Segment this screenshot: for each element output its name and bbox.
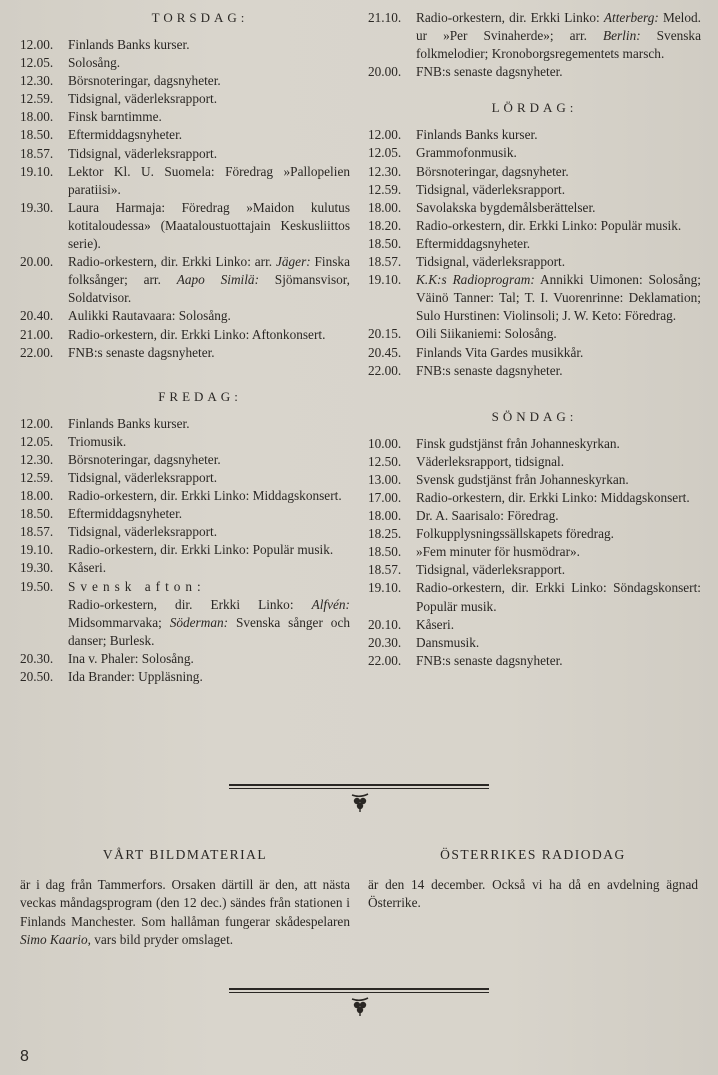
schedule-entry [20,668,350,686]
schedule-list [368,435,701,670]
entry-time: 12.05. [20,55,54,71]
schedule-entry [368,144,701,162]
entry-time: 18.50. [20,506,54,522]
schedule-entry [20,650,350,668]
entry-text: Tidsignal, väderleksrapport. [68,91,218,107]
schedule-entry [20,108,350,126]
entry-time: 22.00. [368,652,402,668]
schedule-entry [368,507,701,525]
entry-time: 19.30. [20,560,54,576]
entry-text: »Fem minuter för husmödrar». [416,544,580,560]
page-number: 8 [20,1048,29,1065]
entry-time: 12.59. [368,181,402,197]
entry-text: FNB:s senaste dagsnyheter. [416,652,563,668]
schedule-entry [20,163,350,199]
entry-text: Börsnoteringar, dagsnyheter. [68,73,221,89]
entry-text: Radio-orkestern, dir. Erkki Linko: Populär musik. [68,542,334,558]
schedule-entry [368,362,701,380]
entry-text: Finsk gudstjänst från Johanneskyrkan. [416,435,620,451]
entry-time: 17.00. [368,489,402,505]
entry-time: 19.10. [368,272,402,288]
schedule-entry [20,487,350,505]
schedule-entry [368,9,701,63]
entry-time: 20.30. [368,634,402,650]
entry-time: 20.30. [20,650,54,666]
entry-text: Tidsignal, väderleksrapport. [416,254,566,270]
entry-time: 20.45. [368,344,402,360]
day-section-friday [20,388,350,686]
entry-time: 12.05. [368,145,402,161]
schedule-entry [368,217,701,235]
entry-text: K.K:s Radioprogram: Annikki Uimonen: Solosång; Väinö Tanner: Tal; T. I. Vuorenrinne: Deklamation; Sulo Hurstinen: Violinsoli; J. W. Keto: Föredrag. [416,272,701,324]
schedule-entry [368,163,701,181]
schedule-entry [20,145,350,163]
day-section-saturday [368,99,701,379]
entry-time: 18.20. [368,217,402,233]
schedule-entry [368,181,701,199]
entry-text: Oili Siikaniemi: Solosång. [416,326,557,342]
entry-text: Ina v. Phaler: Solosång. [68,650,194,666]
schedule-entry [20,90,350,108]
schedule-entry [20,36,350,54]
entry-text: Tidsignal, väderleksrapport. [416,562,566,578]
entry-time: 12.59. [20,469,54,485]
entry-text: Finlands Banks kurser. [416,127,538,143]
entry-text: Aulikki Rautavaara: Solosång. [68,308,231,324]
entry-text: Svensk afton: Radio-orkestern, dir. Erkki Linko: Alfvén: Midsommarvaka; Söderman: Svenska sånger och danser; Burlesk. [68,578,350,648]
entry-time: 12.50. [368,453,402,469]
day-heading-saturday: LÖRDAG: [491,100,578,116]
day-heading-friday: FREDAG: [158,388,242,404]
schedule-list [20,36,350,362]
entry-time: 18.50. [368,235,402,251]
entry-text: FNB:s senaste dagsnyheter. [68,344,215,360]
day-heading-thursday: TORSDAG: [151,10,249,25]
article-bildmaterial [20,846,350,949]
entry-text: Börsnoteringar, dagsnyheter. [416,163,569,179]
entry-text: FNB:s senaste dagsnyheter. [416,64,563,80]
schedule-entry [20,54,350,72]
entry-text: FNB:s senaste dagsnyheter. [416,362,563,378]
entry-text: Radio-orkestern, dir. Erkki Linko: Atterberg: Melod. ur »Per Svinaherde»; arr. Berlin: Svenska folkmelodier; Kronoborgsregementets marsch. [416,10,701,62]
entry-text: Tidsignal, väderleksrapport. [68,469,218,485]
entry-text: Laura Harmaja: Föredrag »Maidon kulutus kotitaloudessa» (Maataloustuottajain Keskusliittos serie). [68,199,350,252]
entry-time: 19.50. [20,578,54,594]
schedule-entry [368,63,701,81]
section-divider [229,784,489,789]
schedule-entry [368,253,701,271]
entry-time: 19.30. [20,199,54,215]
schedule-entry [368,271,701,325]
right-column [368,9,701,670]
schedule-entry [20,72,350,90]
entry-time: 18.00. [368,508,402,524]
entry-time: 12.05. [20,433,54,449]
entry-time: 20.50. [20,669,54,684]
schedule-entry [20,344,350,362]
entry-time: 22.00. [368,362,402,378]
schedule-entry [20,451,350,469]
schedule-entry [368,634,701,652]
entry-time: 20.15. [368,326,402,342]
entry-time: 18.57. [368,562,402,578]
article-body: är den 14 december. Också vi ha då en avdelning ägnad Österrike. [368,877,698,911]
entry-time: 20.00. [20,254,54,270]
schedule-entry [368,199,701,217]
entry-time: 18.57. [368,254,402,270]
entry-time: 18.57. [20,524,54,540]
entry-text: Grammofonmusik. [416,145,517,161]
schedule-entry [368,579,701,615]
schedule-entry [368,235,701,253]
schedule-entry [368,561,701,579]
schedule-entry [368,543,701,561]
entry-text: Eftermiddagsnyheter. [416,235,531,251]
schedule-entry [20,433,350,451]
entry-text: Dr. A. Saarisalo: Föredrag. [416,508,559,524]
entry-time: 18.57. [20,145,54,161]
schedule-entry [20,253,350,307]
schedule-entry [368,616,701,634]
entry-time: 20.10. [368,616,402,632]
schedule-entry [368,325,701,343]
schedule-list [368,126,701,379]
entry-time: 18.50. [368,544,402,560]
schedule-entry [20,307,350,325]
entry-time: 21.10. [368,10,402,25]
section-divider [229,988,489,993]
day-section-friday-continued [368,9,701,81]
entry-text: Folkupplysningssällskapets föredrag. [416,526,614,542]
entry-text: Eftermiddagsnyheter. [68,506,183,522]
schedule-entry [368,471,701,489]
entry-time: 19.10. [368,580,402,596]
entry-text: Kåseri. [68,560,107,576]
entry-time: 18.00. [20,488,54,504]
entry-time: 12.59. [20,91,54,107]
schedule-entry [368,435,701,453]
article-body: är i dag från Tammerfors. Orsaken därtill är den, att nästa veckas måndagsprogram (den 12 dec.) sändes från stationen i Finlands Manchester. Som hallåman fungerar skådespelaren Simo Kaario, vars bild pryder omslaget. [20,877,350,947]
entry-text: Radio-orkestern, dir. Erkki Linko: Aftonkonsert. [68,326,326,342]
schedule-entry [368,489,701,507]
schedule-entry [20,505,350,523]
entry-time: 12.30. [368,163,402,179]
left-column [20,9,350,686]
day-section-sunday [368,408,701,670]
entry-time: 18.25. [368,526,402,542]
schedule-entry [20,541,350,559]
entry-text: Svensk gudstjänst från Johanneskyrkan. [416,471,629,487]
entry-text: Ida Brander: Uppläsning. [68,669,203,684]
entry-time: 18.00. [368,199,402,215]
entry-text: Finlands Vita Gardes musikkår. [416,344,584,360]
entry-time: 18.50. [20,127,54,143]
schedule-entry [20,523,350,541]
entry-text: Finlands Banks kurser. [68,415,190,431]
entry-text: Tidsignal, väderleksrapport. [68,524,218,540]
entry-text: Kåseri. [416,616,455,632]
entry-text: Börsnoteringar, dagsnyheter. [68,451,221,467]
entry-text: Triomusik. [68,433,127,449]
entry-time: 12.30. [20,451,54,467]
entry-text: Eftermiddagsnyheter. [68,127,183,143]
entry-text: Radio-orkestern, dir. Erkki Linko: Söndagskonsert: Populär musik. [416,580,701,614]
entry-text: Solosång. [68,55,121,71]
schedule-list [20,415,350,686]
grape-ornament-icon [348,996,372,1016]
schedule-entry [368,126,701,144]
entry-time: 19.10. [20,163,54,179]
schedule-entry [368,652,701,670]
entry-text: Väderleksrapport, tidsignal. [416,453,565,469]
article-heading: ÖSTERRIKES RADIODAG [440,847,626,862]
entry-time: 20.40. [20,308,54,324]
schedule-entry [20,415,350,433]
schedule-entry [368,525,701,543]
entry-time: 13.00. [368,471,402,487]
schedule-entry [20,578,350,650]
schedule-entry [20,559,350,577]
entry-time: 18.00. [20,109,54,125]
entry-text: Radio-orkestern, dir. Erkki Linko: arr. Jäger: Finska folksånger; arr. Aapo Similä: Sjömansvisor, Soldatvisor. [68,254,350,306]
day-heading-sunday: SÖNDAG: [491,408,578,424]
entry-text: Radio-orkestern, dir. Erkki Linko: Populär musik. [416,217,682,233]
entry-text: Tidsignal, väderleksrapport. [68,145,218,161]
entry-time: 22.00. [20,344,54,360]
entry-time: 21.00. [20,326,54,342]
article-osterrike [368,846,698,913]
day-section-thursday [20,9,350,362]
entry-text: Radio-orkestern, dir. Erkki Linko: Middagskonsert. [68,488,342,504]
entry-text: Dansmusik. [416,634,480,650]
entry-time: 20.00. [368,64,402,80]
entry-text: Savolakska bygdemålsberättelser. [416,199,596,215]
entry-text: Finsk barntimme. [68,109,162,125]
grape-ornament-icon [348,792,372,812]
schedule-entry [368,344,701,362]
entry-text: Finlands Banks kurser. [68,37,190,52]
entry-text: Lektor Kl. U. Suomela: Föredrag »Pallopelien paratiisi». [68,163,350,197]
schedule-entry [20,469,350,487]
schedule-entry [368,453,701,471]
entry-text: Tidsignal, väderleksrapport. [416,181,566,197]
entry-text: Radio-orkestern, dir. Erkki Linko: Middagskonsert. [416,489,690,505]
entry-time: 12.00. [20,37,54,52]
schedule-entry [20,126,350,144]
entry-time: 12.30. [20,73,54,89]
schedule-list [368,9,701,81]
article-heading: VÅRT BILDMATERIAL [102,847,268,862]
entry-time: 12.00. [20,415,54,431]
entry-time: 10.00. [368,435,402,451]
schedule-entry [20,199,350,253]
entry-time: 12.00. [368,127,402,143]
schedule-entry [20,326,350,344]
entry-time: 19.10. [20,542,54,558]
